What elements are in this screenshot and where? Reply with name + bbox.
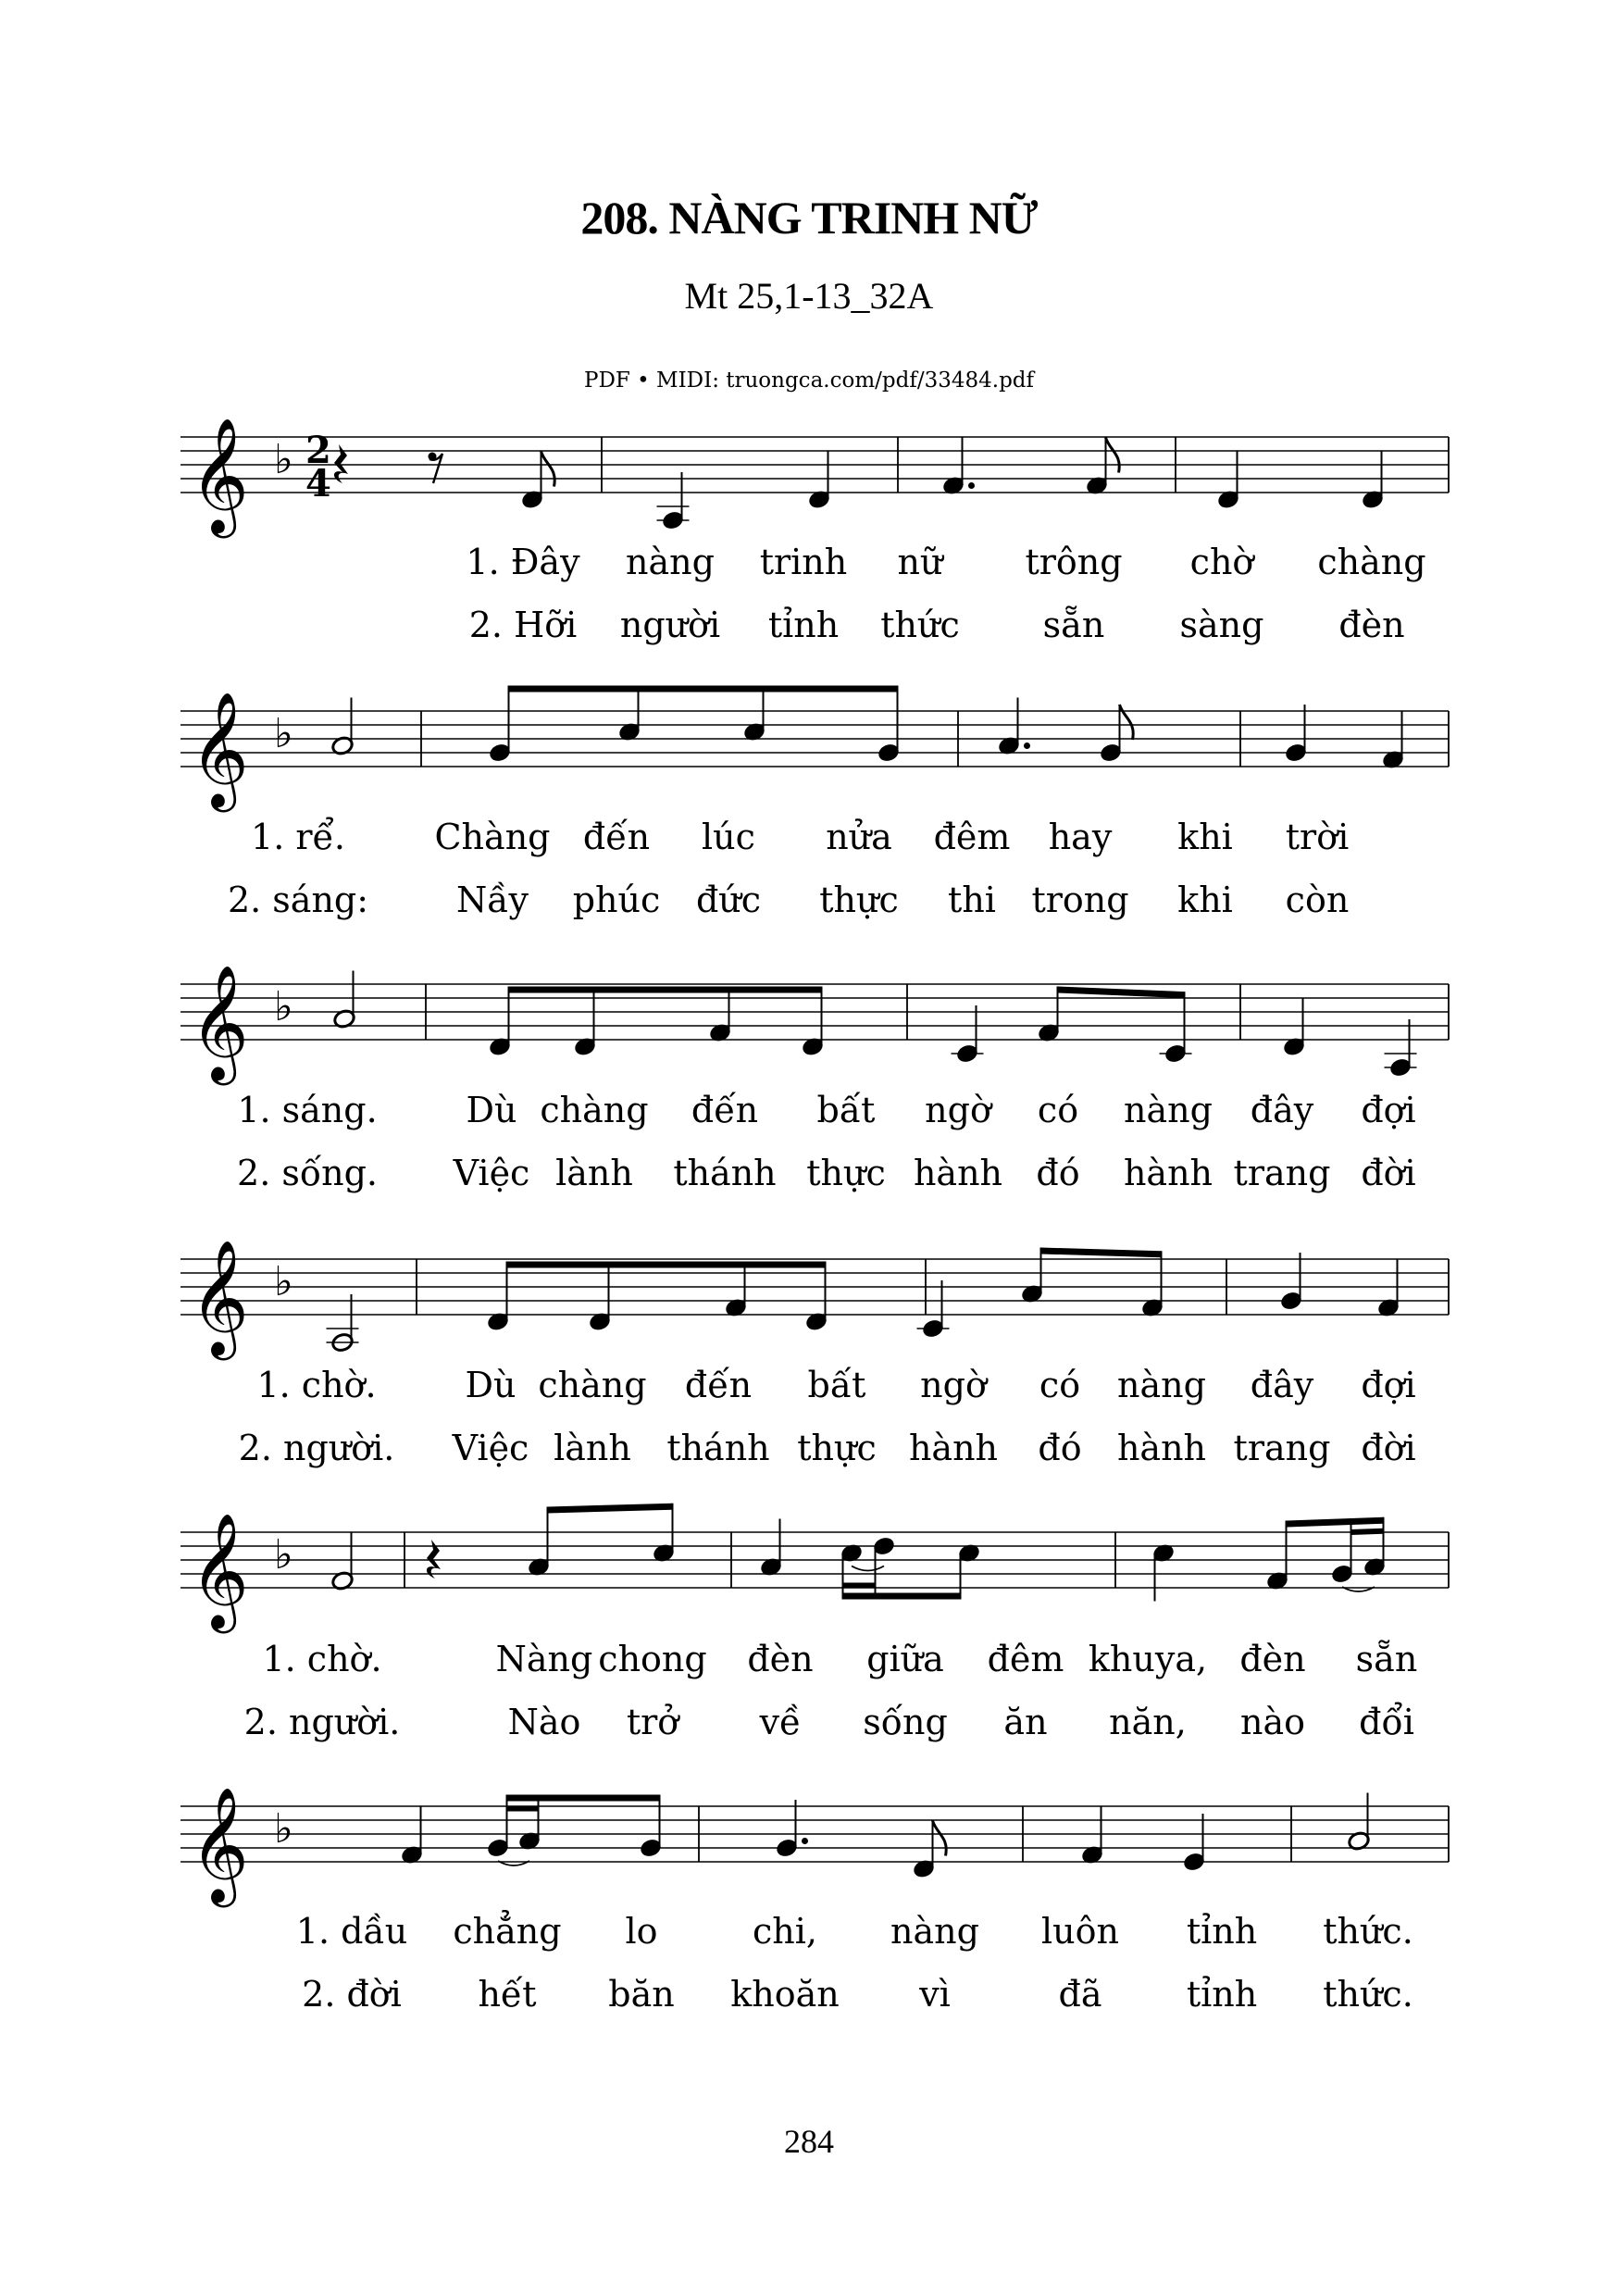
lyric-syllable: tỉnh bbox=[1186, 1911, 1258, 1952]
scripture-reference: Mt 25,1-13_32A bbox=[684, 275, 934, 317]
lyric-syllable: Dù bbox=[465, 1365, 517, 1405]
secondary-beam bbox=[1351, 1529, 1384, 1535]
slur bbox=[852, 1566, 884, 1571]
lyric-syllable: trong bbox=[1031, 880, 1129, 920]
lyric-syllable: đèn bbox=[1338, 605, 1405, 645]
lyric-syllable: Nào bbox=[507, 1702, 581, 1742]
lyric-syllable: đây bbox=[1250, 1090, 1314, 1130]
lyric-syllable: đèn bbox=[747, 1639, 814, 1679]
lyric-syllable: tỉnh bbox=[767, 605, 840, 645]
lyric-syllable: có bbox=[1039, 1365, 1081, 1405]
treble-clef-icon: 𝄞 bbox=[190, 1787, 249, 1903]
lyric-syllable: lành bbox=[554, 1428, 631, 1468]
lyric-syllable: hết bbox=[478, 1974, 537, 2015]
beam bbox=[1287, 1517, 1384, 1528]
lyric-syllable: bất bbox=[807, 1365, 866, 1405]
treble-clef-icon: 𝄞 bbox=[190, 1513, 249, 1628]
staff-system bbox=[180, 1504, 1449, 1742]
note-flag bbox=[1106, 438, 1120, 473]
lyric-syllable: người bbox=[619, 605, 721, 645]
lyric-syllable: trời bbox=[1285, 817, 1350, 857]
lyric-syllable: chi, bbox=[753, 1911, 817, 1952]
note-flag bbox=[1120, 705, 1134, 740]
key-signature-flat-icon: ♭ bbox=[274, 1258, 293, 1305]
lyric-syllable: về bbox=[759, 1702, 802, 1742]
beam bbox=[1058, 987, 1185, 999]
lyric-syllable: thức. bbox=[1323, 1911, 1413, 1952]
beam bbox=[843, 1593, 961, 1600]
lyric-syllable: 1. dầu bbox=[295, 1911, 408, 1952]
key-signature-flat-icon: ♭ bbox=[274, 983, 293, 1030]
lyric-syllable: sống bbox=[863, 1702, 948, 1742]
lyric-syllable: nữ bbox=[897, 542, 943, 582]
lyric-syllable: Dù bbox=[466, 1090, 517, 1130]
beam bbox=[507, 1262, 826, 1268]
lyric-syllable: 2. sáng: bbox=[227, 880, 369, 920]
lyric-syllable: thánh bbox=[666, 1428, 770, 1468]
lyric-syllable: 2. người. bbox=[238, 1428, 395, 1468]
source-link[interactable]: PDF • MIDI: truongca.com/pdf/33484.pdf bbox=[583, 368, 1035, 393]
lyric-syllable: 2. đời bbox=[302, 1974, 402, 2015]
time-signature-denominator: 4 bbox=[305, 462, 331, 505]
lyric-syllable: chàng bbox=[1317, 542, 1426, 582]
lyric-syllable: đức bbox=[695, 880, 762, 920]
lyric-syllable: trông bbox=[1025, 542, 1123, 582]
staff-system bbox=[180, 965, 1449, 1193]
lyric-syllable: lo bbox=[625, 1911, 658, 1952]
lyric-syllable: chàng bbox=[540, 1090, 649, 1130]
staff-system bbox=[180, 1240, 1449, 1468]
beam bbox=[548, 1504, 673, 1514]
lyric-syllable: nàng bbox=[890, 1911, 979, 1952]
lyric-syllable: đến bbox=[582, 817, 651, 857]
lyric-syllable: trở bbox=[626, 1702, 679, 1742]
treble-clef-icon: 𝄞 bbox=[190, 965, 249, 1080]
lyric-syllable: 1. Đây bbox=[466, 542, 580, 582]
augmentation-dot bbox=[1024, 742, 1030, 749]
lyric-syllable: lành bbox=[555, 1153, 633, 1193]
lyric-syllable: hành bbox=[913, 1153, 1003, 1193]
lyric-syllable: thức bbox=[880, 605, 960, 645]
beam bbox=[1041, 1248, 1162, 1258]
lyric-syllable: phúc bbox=[572, 880, 661, 920]
lyric-syllable: đèn bbox=[1239, 1639, 1306, 1679]
lyric-syllable: có bbox=[1037, 1090, 1079, 1130]
song-title: 208. NÀNG TRINH NỮ bbox=[580, 192, 1038, 243]
key-signature-flat-icon: ♭ bbox=[274, 710, 293, 757]
lyric-syllable: đó bbox=[1038, 1428, 1082, 1468]
lyric-syllable: đêm bbox=[987, 1639, 1064, 1679]
lyric-syllable: Việc bbox=[453, 1153, 530, 1193]
note-flag bbox=[541, 452, 555, 487]
lyric-syllable: hay bbox=[1048, 817, 1113, 857]
lyric-syllable: Nàng bbox=[495, 1639, 593, 1679]
lyric-syllable: 1. sáng. bbox=[237, 1090, 378, 1130]
lyric-syllable: hành bbox=[908, 1428, 999, 1468]
key-signature-flat-icon: ♭ bbox=[274, 436, 293, 483]
lyric-syllable: đổi bbox=[1359, 1702, 1414, 1742]
lyric-syllable: thi bbox=[948, 880, 996, 920]
lyric-syllable: 1. chờ. bbox=[256, 1365, 377, 1405]
lyric-syllable: đến bbox=[691, 1090, 759, 1130]
lyric-syllable: Chàng bbox=[434, 817, 551, 857]
lyric-syllable: vì bbox=[919, 1974, 951, 2015]
lyric-syllable: tỉnh bbox=[1186, 1974, 1258, 2015]
lyric-syllable: chàng bbox=[538, 1365, 647, 1405]
staff-system bbox=[180, 686, 1449, 921]
beam bbox=[509, 686, 898, 693]
lyric-syllable: sàng bbox=[1179, 605, 1264, 645]
lyric-syllable: nàng bbox=[1117, 1365, 1206, 1405]
lyric-syllable: nửa bbox=[826, 817, 892, 857]
lyric-syllable: hành bbox=[1123, 1153, 1214, 1193]
lyric-syllable: giữa bbox=[866, 1639, 944, 1679]
lyric-syllable: 2. sống. bbox=[237, 1153, 378, 1193]
lyric-syllable: Nầy bbox=[455, 880, 529, 920]
time-signature-numerator: 2 bbox=[305, 429, 331, 472]
lyric-syllable: còn bbox=[1285, 880, 1350, 920]
lyric-syllable: lúc bbox=[702, 817, 755, 857]
treble-clef-icon: 𝄞 bbox=[190, 1240, 249, 1355]
lyric-syllable: sẵn bbox=[1042, 605, 1105, 645]
lyric-syllable: đã bbox=[1058, 1974, 1102, 2015]
beam bbox=[509, 987, 822, 993]
lyric-syllable: thực bbox=[806, 1153, 886, 1193]
lyric-syllable: bất bbox=[816, 1090, 876, 1130]
lyric-syllable: khi bbox=[1177, 817, 1233, 857]
lyric-syllable: thực bbox=[797, 1428, 877, 1468]
treble-clef-icon: 𝄞 bbox=[190, 418, 249, 533]
lyric-syllable: nàng bbox=[1124, 1090, 1213, 1130]
lyric-syllable: 1. rể. bbox=[251, 817, 345, 857]
lyric-syllable: đó bbox=[1036, 1153, 1080, 1193]
lyric-syllable: năn, bbox=[1109, 1702, 1187, 1742]
augmentation-dot bbox=[802, 1838, 808, 1844]
lyric-syllable: đêm bbox=[933, 817, 1011, 857]
lyric-syllable: đời bbox=[1361, 1428, 1416, 1468]
key-signature-flat-icon: ♭ bbox=[274, 1531, 293, 1578]
key-signature-flat-icon: ♭ bbox=[274, 1805, 293, 1853]
lyric-syllable: khuya, bbox=[1088, 1639, 1208, 1679]
lyric-syllable: thánh bbox=[673, 1153, 777, 1193]
lyric-syllable: khi bbox=[1177, 880, 1233, 920]
lyric-syllable: trang bbox=[1233, 1428, 1331, 1468]
lyric-syllable: chờ bbox=[1189, 542, 1254, 582]
lyric-syllable: băn bbox=[608, 1974, 675, 2015]
lyric-syllable: đến bbox=[684, 1365, 753, 1405]
lyric-syllable: trang bbox=[1233, 1153, 1331, 1193]
lyric-syllable: Việc bbox=[452, 1428, 529, 1468]
lyric-syllable: 1. chờ. bbox=[262, 1639, 382, 1679]
augmentation-dot bbox=[968, 482, 975, 489]
lyric-syllable: hành bbox=[1116, 1428, 1207, 1468]
lyric-syllable: thực bbox=[819, 880, 899, 920]
treble-clef-icon: 𝄞 bbox=[190, 692, 249, 807]
staff-system bbox=[180, 1787, 1449, 2015]
lyric-syllable: thức. bbox=[1323, 1974, 1413, 2015]
lyric-syllable: ăn bbox=[1003, 1702, 1048, 1742]
secondary-beam bbox=[843, 1583, 876, 1589]
lyric-syllable: ngờ bbox=[920, 1365, 987, 1405]
lyric-syllable: ngờ bbox=[925, 1090, 991, 1130]
lyric-syllable: chẳng bbox=[453, 1911, 562, 1952]
lyric-syllable: sẵn bbox=[1355, 1639, 1418, 1679]
secondary-beam bbox=[507, 1806, 539, 1812]
lyric-syllable: trinh bbox=[759, 542, 848, 582]
lyric-syllable: đợi bbox=[1361, 1365, 1416, 1405]
lyric-syllable: đợi bbox=[1361, 1090, 1416, 1130]
staff-system bbox=[180, 418, 1449, 645]
beam bbox=[507, 1795, 660, 1802]
lyric-syllable: nào bbox=[1239, 1702, 1306, 1742]
lyric-syllable: luôn bbox=[1041, 1911, 1119, 1952]
page-number: 284 bbox=[784, 2123, 834, 2160]
lyric-syllable: 2. Hỡi bbox=[468, 605, 578, 645]
lyric-syllable: khoăn bbox=[730, 1974, 840, 2015]
note-flag bbox=[933, 1821, 947, 1856]
lyric-syllable: nàng bbox=[626, 542, 715, 582]
lyric-syllable: đời bbox=[1361, 1153, 1416, 1193]
lyric-syllable: chong bbox=[598, 1639, 707, 1679]
lyric-syllable: 2. người. bbox=[243, 1702, 401, 1742]
lyric-syllable: đây bbox=[1250, 1365, 1314, 1405]
